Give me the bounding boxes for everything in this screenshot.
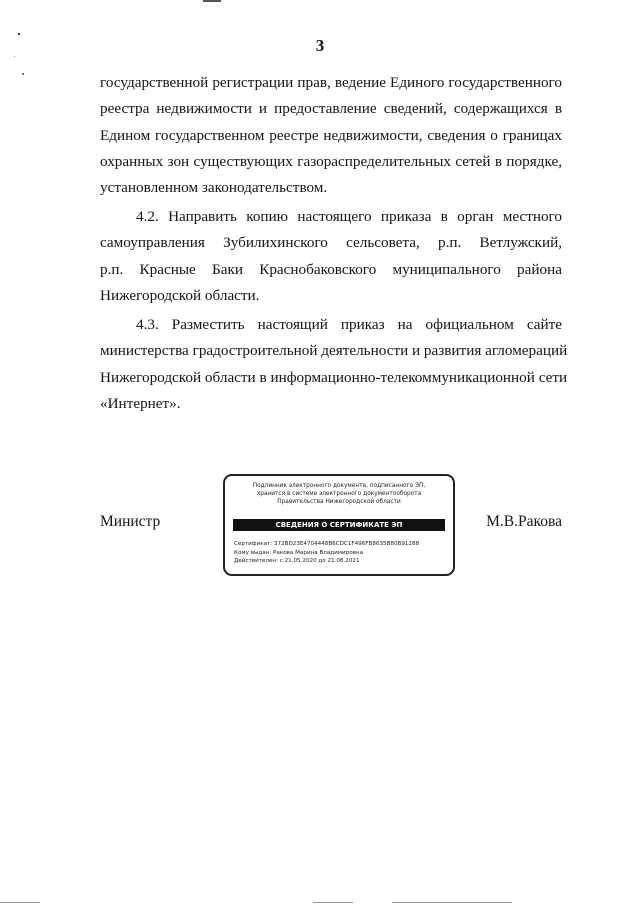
stamp-header-line: Правительства Нижегородской области <box>277 499 401 505</box>
paragraph-line: самоуправления Зубилихинского сельсовета, р.п. Ветлужский, <box>100 234 562 252</box>
scan-bottom-edge <box>313 902 353 903</box>
signer-position: Министр <box>100 513 161 530</box>
stamp-details <box>234 540 419 566</box>
certificate-holder: Кому выдан: Ракова Марина Владимировна <box>234 549 363 556</box>
paragraph-line: Едином государственном реестре недвижимости, сведения о границах <box>100 126 562 144</box>
page-number: 3 <box>315 36 325 55</box>
stamp-header <box>225 482 453 506</box>
scan-mark-top <box>203 0 221 2</box>
scan-mark-left-1 <box>18 33 20 35</box>
paragraph-line: государственной регистрации прав, ведение Единого государственного <box>100 74 562 91</box>
scan-bottom-edge <box>0 902 40 903</box>
paragraph-line: 4.2. Направить копию настоящего приказа в орган местного <box>136 208 562 225</box>
paragraph-line: охранных зон существующих газораспределительных сетей в порядке, <box>100 152 562 170</box>
stamp-header-line: хранится в системе электронного документооборота <box>256 491 422 497</box>
paragraph-4-2 <box>100 204 562 309</box>
electronic-signature-stamp <box>223 474 455 576</box>
paragraph-4-3 <box>100 312 568 417</box>
stamp-header-line: Подлинник электронного документа, подписанного ЭП, <box>252 483 426 489</box>
scan-bottom-edge <box>392 902 512 903</box>
signer-name: М.В.Ракова <box>486 513 562 530</box>
scan-mark-left-3 <box>14 56 15 57</box>
paragraph-line: реестра недвижимости и предоставление сведений, содержащихся в <box>100 100 562 118</box>
paragraph-line: 4.3. Разместить настоящий приказ на официальном сайте <box>136 316 562 333</box>
stamp-certificate-title: СВЕДЕНИЯ О СЕРТИФИКАТЕ ЭП <box>233 519 445 531</box>
paragraph-line: установленном законодательством. <box>100 179 328 197</box>
certificate-number: Сертификат: 372BD23E4704448B6CDC1F496FB8635B80B91288 <box>234 541 420 547</box>
paragraph-line: министерства градостроительной деятельности и развития агломераций <box>100 342 568 360</box>
paragraph-line: Нижегородской области в информационно-телекоммуникационной сети <box>100 368 568 386</box>
paragraph-line: «Интернет». <box>100 394 181 412</box>
paragraph-line: Нижегородской области. <box>100 286 260 304</box>
certificate-validity: Действителен: с 21.05.2020 до 21.08.2021 <box>234 558 360 564</box>
paragraph-line: р.п. Красные Баки Краснобаковского муниципального района <box>100 260 562 278</box>
scan-mark-left-2 <box>22 73 24 75</box>
paragraph-continuation <box>100 70 562 201</box>
